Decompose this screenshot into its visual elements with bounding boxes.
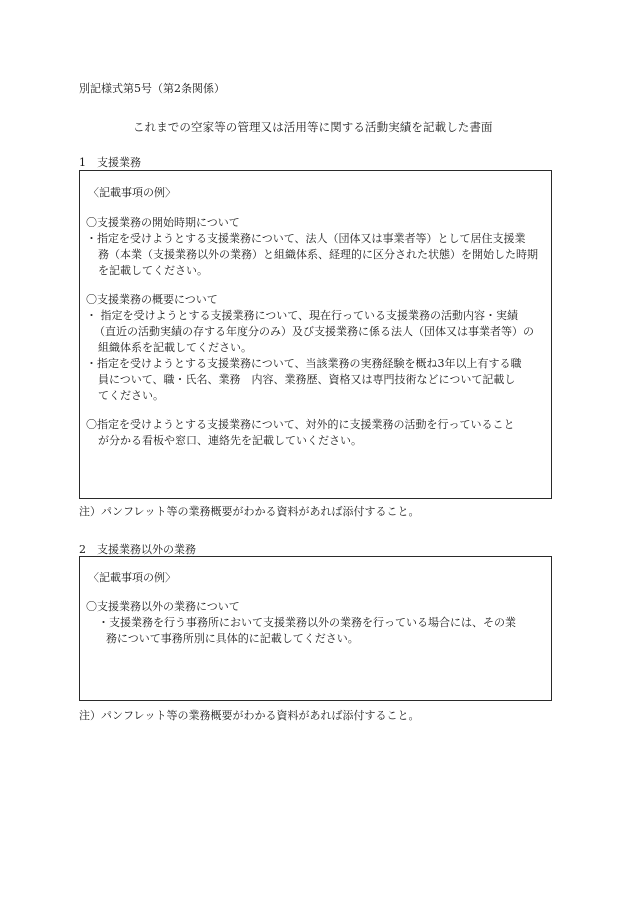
- section2-line: 〇支援業務以外の業務について: [86, 600, 240, 613]
- document-title: これまでの空家等の管理又は活用等に関する活動実績を記載した書面: [133, 120, 493, 134]
- section1-line: （直近の活動実績の存する年度分のみ）及び支援業務に係る法人（団体又は事業者等）の: [94, 325, 534, 338]
- section1-box: [79, 170, 552, 499]
- section1-line: 員について、職・氏名、業務 内容、業務歴、資格又は専門技術などについて記載し: [98, 373, 516, 386]
- section1-line: ・指定を受けようとする支援業務について、法人（団体又は事業者等）として居住支援業: [86, 232, 526, 245]
- section1-line: を記載してください。: [98, 264, 208, 277]
- section1-line: 〇支援業務の概要について: [86, 293, 218, 306]
- section2-box: [79, 556, 552, 701]
- section2-line: 務について事務所別に具体的に記載してください。: [106, 632, 359, 645]
- section2-example-label: 〈記載事項の例〉: [88, 571, 176, 584]
- section1-line: 組織体系を記載してください。: [98, 341, 252, 354]
- form-number: 別記様式第5号（第2条関係）: [79, 82, 225, 95]
- section1-line: 〇支援業務の開始時期について: [86, 216, 240, 229]
- section1-line: ・指定を受けようとする支援業務について、当該業務の実務経験を概ね3年以上有する職: [86, 357, 522, 370]
- section2-heading: 2 支援業務以外の業務: [79, 543, 196, 556]
- section1-heading: 1 支援業務: [79, 156, 141, 169]
- section1-note: 注）パンフレット等の業務概要がわかる資料があれば添付すること。: [79, 505, 420, 518]
- section1-line: てください。: [98, 389, 164, 402]
- section1-line: が分かる看板や窓口、連絡先を記載していください。: [98, 434, 362, 447]
- section2-line: ・支援業務を行う事務所において支援業務以外の業務を行っている場合には、その業: [98, 616, 516, 629]
- section2-note: 注）パンフレット等の業務概要がわかる資料があれば添付すること。: [79, 709, 420, 722]
- section1-example-label: 〈記載事項の例〉: [88, 186, 176, 199]
- section1-line: 務（本業（支援業務以外の業務）と組織体系、経理的に区分された状態）を開始した時期: [98, 248, 538, 261]
- section1-line: ・ 指定を受けようとする支援業務について、現在行っている支援業務の活動内容・実績: [86, 309, 519, 322]
- section1-line: 〇指定を受けようとする支援業務について、対外的に支援業務の活動を行っていること: [86, 418, 515, 431]
